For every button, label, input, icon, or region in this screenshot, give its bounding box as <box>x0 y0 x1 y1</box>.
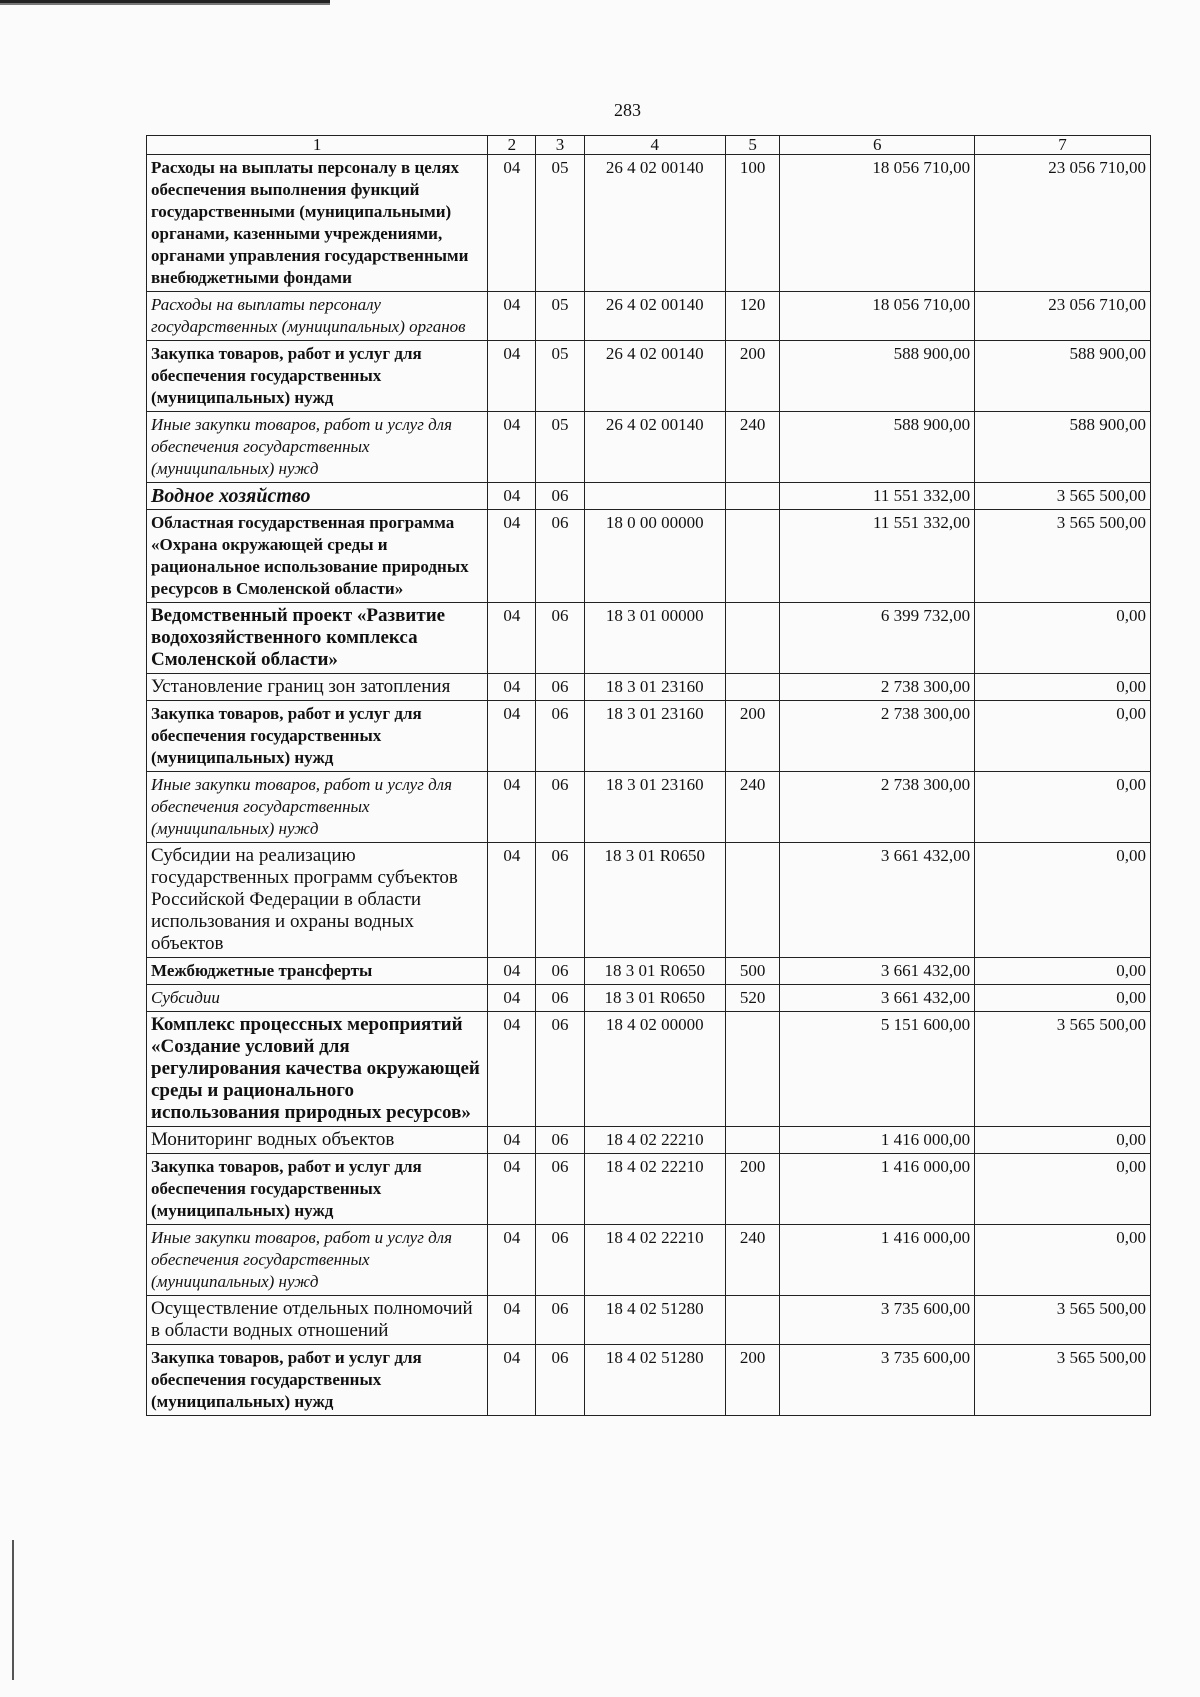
row-subsection: 06 <box>536 510 584 603</box>
row-target-code: 18 3 01 R0650 <box>584 843 725 958</box>
header-cell: 4 <box>584 136 725 155</box>
row-target-code: 18 0 00 00000 <box>584 510 725 603</box>
row-subsection: 06 <box>536 958 584 985</box>
row-amount-year1: 2 738 300,00 <box>780 772 975 843</box>
scan-edge-bottom <box>830 1688 1160 1691</box>
row-expense-type: 240 <box>725 412 779 483</box>
table-row <box>147 510 1151 603</box>
table-row <box>147 341 1151 412</box>
row-name: Иные закупки товаров, работ и услуг для обеспечения государственных (муниципальных) нужд <box>147 1225 488 1296</box>
row-amount-year2: 0,00 <box>975 958 1151 985</box>
row-amount-year2: 588 900,00 <box>975 412 1151 483</box>
row-target-code: 18 3 01 R0650 <box>584 985 725 1012</box>
table-row <box>147 412 1151 483</box>
row-target-code: 18 4 02 22210 <box>584 1225 725 1296</box>
header-cell: 3 <box>536 136 584 155</box>
row-subsection: 06 <box>536 1296 584 1345</box>
row-target-code: 26 4 02 00140 <box>584 412 725 483</box>
row-subsection: 06 <box>536 1127 584 1154</box>
row-target-code: 18 3 01 00000 <box>584 603 725 674</box>
row-amount-year2: 0,00 <box>975 843 1151 958</box>
row-amount-year2: 0,00 <box>975 603 1151 674</box>
row-name: Иные закупки товаров, работ и услуг для обеспечения государственных (муниципальных) нужд <box>147 772 488 843</box>
row-expense-type: 200 <box>725 1345 779 1416</box>
row-name: Мониторинг водных объектов <box>147 1127 488 1154</box>
row-section: 04 <box>488 1012 536 1127</box>
table-row <box>147 603 1151 674</box>
row-expense-type <box>725 1296 779 1345</box>
row-subsection: 05 <box>536 292 584 341</box>
row-subsection: 06 <box>536 1225 584 1296</box>
row-target-code: 18 3 01 23160 <box>584 674 725 701</box>
row-expense-type <box>725 510 779 603</box>
row-target-code: 18 4 02 51280 <box>584 1345 725 1416</box>
row-amount-year1: 3 735 600,00 <box>780 1296 975 1345</box>
page-number: 283 <box>614 100 641 120</box>
row-expense-type: 200 <box>725 1154 779 1225</box>
row-amount-year1: 6 399 732,00 <box>780 603 975 674</box>
row-section: 04 <box>488 985 536 1012</box>
row-expense-type: 120 <box>725 292 779 341</box>
row-amount-year2: 23 056 710,00 <box>975 155 1151 292</box>
row-section: 04 <box>488 958 536 985</box>
row-subsection: 05 <box>536 155 584 292</box>
table-row <box>147 985 1151 1012</box>
row-target-code: 18 3 01 23160 <box>584 701 725 772</box>
header-cell: 1 <box>147 136 488 155</box>
table-row <box>147 701 1151 772</box>
row-amount-year2: 0,00 <box>975 1154 1151 1225</box>
table-row <box>147 292 1151 341</box>
scan-edge-left <box>12 1540 14 1680</box>
table-row <box>147 1296 1151 1345</box>
row-section: 04 <box>488 1154 536 1225</box>
row-expense-type <box>725 674 779 701</box>
row-subsection: 05 <box>536 412 584 483</box>
row-amount-year1: 18 056 710,00 <box>780 155 975 292</box>
row-name: Установление границ зон затопления <box>147 674 488 701</box>
row-amount-year1: 588 900,00 <box>780 412 975 483</box>
row-amount-year1: 1 416 000,00 <box>780 1127 975 1154</box>
row-subsection: 05 <box>536 341 584 412</box>
row-section: 04 <box>488 843 536 958</box>
row-section: 04 <box>488 341 536 412</box>
row-subsection: 06 <box>536 772 584 843</box>
table-row <box>147 772 1151 843</box>
row-target-code: 18 4 02 22210 <box>584 1154 725 1225</box>
row-amount-year1: 1 416 000,00 <box>780 1225 975 1296</box>
scan-edge-top <box>0 0 330 10</box>
row-target-code: 18 4 02 00000 <box>584 1012 725 1127</box>
row-amount-year2: 0,00 <box>975 674 1151 701</box>
row-subsection: 06 <box>536 603 584 674</box>
row-name: Областная государственная программа «Охрана окружающей среды и рациональное использование природных ресурсов в Смоленской области» <box>147 510 488 603</box>
row-amount-year2: 0,00 <box>975 1127 1151 1154</box>
row-target-code: 18 3 01 R0650 <box>584 958 725 985</box>
row-section: 04 <box>488 1296 536 1345</box>
row-expense-type: 240 <box>725 772 779 843</box>
row-expense-type: 520 <box>725 985 779 1012</box>
header-cell: 2 <box>488 136 536 155</box>
row-expense-type <box>725 603 779 674</box>
row-amount-year1: 3 661 432,00 <box>780 843 975 958</box>
row-target-code: 26 4 02 00140 <box>584 155 725 292</box>
table-row <box>147 674 1151 701</box>
row-expense-type: 200 <box>725 341 779 412</box>
row-section: 04 <box>488 1345 536 1416</box>
row-subsection: 06 <box>536 1012 584 1127</box>
row-section: 04 <box>488 674 536 701</box>
header-cell: 7 <box>975 136 1151 155</box>
row-section: 04 <box>488 412 536 483</box>
row-name: Иные закупки товаров, работ и услуг для обеспечения государственных (муниципальных) нужд <box>147 412 488 483</box>
table-row <box>147 155 1151 292</box>
row-section: 04 <box>488 483 536 510</box>
row-amount-year2: 3 565 500,00 <box>975 483 1151 510</box>
budget-table <box>146 135 1151 1416</box>
table-row <box>147 1012 1151 1127</box>
table-row <box>147 1127 1151 1154</box>
row-amount-year2: 0,00 <box>975 701 1151 772</box>
row-amount-year1: 1 416 000,00 <box>780 1154 975 1225</box>
row-name: Закупка товаров, работ и услуг для обеспечения государственных (муниципальных) нужд <box>147 1154 488 1225</box>
row-amount-year1: 11 551 332,00 <box>780 483 975 510</box>
row-amount-year2: 23 056 710,00 <box>975 292 1151 341</box>
row-amount-year2: 3 565 500,00 <box>975 1012 1151 1127</box>
row-target-code <box>584 483 725 510</box>
row-expense-type: 240 <box>725 1225 779 1296</box>
row-expense-type: 100 <box>725 155 779 292</box>
row-name: Осуществление отдельных полномочий в области водных отношений <box>147 1296 488 1345</box>
row-name: Закупка товаров, работ и услуг для обеспечения государственных (муниципальных) нужд <box>147 701 488 772</box>
row-subsection: 06 <box>536 985 584 1012</box>
table-row <box>147 1345 1151 1416</box>
row-section: 04 <box>488 701 536 772</box>
row-expense-type <box>725 1127 779 1154</box>
row-amount-year2: 3 565 500,00 <box>975 1296 1151 1345</box>
table-row <box>147 958 1151 985</box>
row-amount-year1: 3 735 600,00 <box>780 1345 975 1416</box>
row-amount-year2: 0,00 <box>975 772 1151 843</box>
row-expense-type: 500 <box>725 958 779 985</box>
table-row <box>147 1225 1151 1296</box>
row-expense-type: 200 <box>725 701 779 772</box>
row-amount-year1: 588 900,00 <box>780 341 975 412</box>
row-subsection: 06 <box>536 483 584 510</box>
row-name: Комплекс процессных мероприятий «Создание условий для регулирования качества окружающей среды и рационального использования природных ресурсов» <box>147 1012 488 1127</box>
row-amount-year1: 3 661 432,00 <box>780 985 975 1012</box>
row-expense-type <box>725 483 779 510</box>
row-expense-type <box>725 843 779 958</box>
row-subsection: 06 <box>536 701 584 772</box>
row-subsection: 06 <box>536 1345 584 1416</box>
row-amount-year2: 0,00 <box>975 985 1151 1012</box>
row-amount-year2: 3 565 500,00 <box>975 510 1151 603</box>
row-subsection: 06 <box>536 1154 584 1225</box>
row-target-code: 26 4 02 00140 <box>584 341 725 412</box>
row-subsection: 06 <box>536 843 584 958</box>
table-row <box>147 843 1151 958</box>
row-section: 04 <box>488 603 536 674</box>
header-cell: 6 <box>780 136 975 155</box>
row-amount-year1: 11 551 332,00 <box>780 510 975 603</box>
row-name: Расходы на выплаты персоналу государственных (муниципальных) органов <box>147 292 488 341</box>
row-amount-year2: 588 900,00 <box>975 341 1151 412</box>
table-header-row <box>147 136 1151 155</box>
row-target-code: 18 4 02 51280 <box>584 1296 725 1345</box>
row-target-code: 18 4 02 22210 <box>584 1127 725 1154</box>
row-name: Водное хозяйство <box>147 483 488 510</box>
row-amount-year1: 3 661 432,00 <box>780 958 975 985</box>
row-section: 04 <box>488 1127 536 1154</box>
row-name: Закупка товаров, работ и услуг для обеспечения государственных (муниципальных) нужд <box>147 1345 488 1416</box>
row-name: Межбюджетные трансферты <box>147 958 488 985</box>
row-name: Субсидии <box>147 985 488 1012</box>
row-amount-year1: 18 056 710,00 <box>780 292 975 341</box>
table-row <box>147 483 1151 510</box>
header-cell: 5 <box>725 136 779 155</box>
row-amount-year2: 0,00 <box>975 1225 1151 1296</box>
row-subsection: 06 <box>536 674 584 701</box>
row-amount-year1: 2 738 300,00 <box>780 701 975 772</box>
row-section: 04 <box>488 510 536 603</box>
row-section: 04 <box>488 1225 536 1296</box>
row-section: 04 <box>488 155 536 292</box>
table-row <box>147 1154 1151 1225</box>
row-section: 04 <box>488 772 536 843</box>
row-name: Субсидии на реализацию государственных программ субъектов Российской Федерации в области использования и охраны водных объектов <box>147 843 488 958</box>
row-amount-year1: 2 738 300,00 <box>780 674 975 701</box>
row-name: Ведомственный проект «Развитие водохозяйственного комплекса Смоленской области» <box>147 603 488 674</box>
row-target-code: 26 4 02 00140 <box>584 292 725 341</box>
row-name: Расходы на выплаты персоналу в целях обеспечения выполнения функций государственными (муниципальными) органами, казенными учреждениями, органами управления государственными внебюджетными фондами <box>147 155 488 292</box>
row-expense-type <box>725 1012 779 1127</box>
row-section: 04 <box>488 292 536 341</box>
row-amount-year2: 3 565 500,00 <box>975 1345 1151 1416</box>
row-amount-year1: 5 151 600,00 <box>780 1012 975 1127</box>
row-name: Закупка товаров, работ и услуг для обеспечения государственных (муниципальных) нужд <box>147 341 488 412</box>
row-target-code: 18 3 01 23160 <box>584 772 725 843</box>
